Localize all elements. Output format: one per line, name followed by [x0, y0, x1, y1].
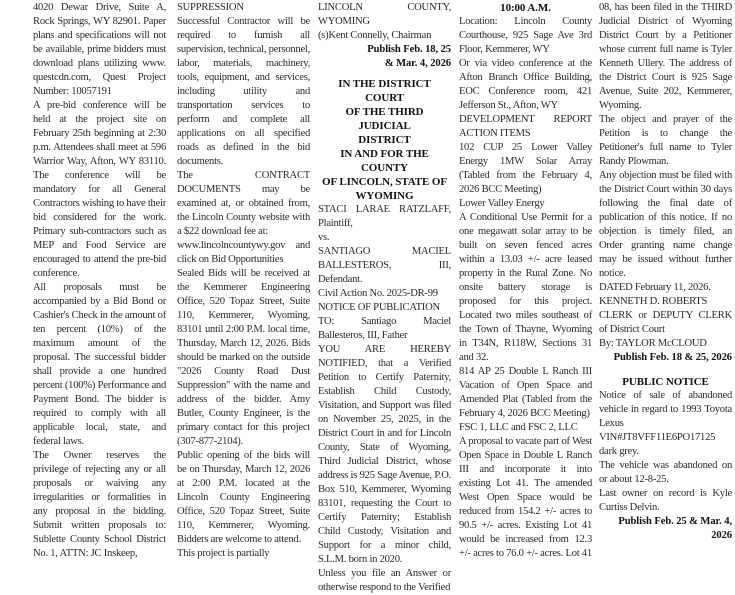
notice-paragraph: By: TAYLOR McCLOUD	[599, 338, 707, 349]
notice-paragraph: Public opening of the bids will be on Thursday, March 12, 2026 at 2:00 P.M. located at the Lincoln County Engineering Office, 520 Topaz Street, Suite 110, Kemmerer, Wyoming. Bidders are welcome to attend.	[177, 450, 310, 545]
column-3	[318, 1, 451, 595]
notice-paragraph: TO: Santiago Maciel Ballesteros, III, Father	[318, 316, 451, 341]
notice-paragraph: Civil Action No. 2025-DR-99	[318, 288, 438, 299]
notice-paragraph: SUPPRESSION	[177, 2, 244, 13]
notice-paragraph: vs.	[318, 232, 330, 243]
notice-paragraph: The object and prayer of the Petition is to change the Petitioner's full name to Tyler Randy Plowman.	[599, 114, 732, 167]
notice-paragraph: The CONTRACT DOCUMENTS may be examined at, or obtained from, the Lincoln County website with a $22 download fee at:	[177, 170, 310, 237]
notice-paragraph: This project is partially	[177, 548, 270, 559]
notice-paragraph: 08, has been filed in the THIRD Judicial District of Wyoming District Court by a Petitioner whose current full name is Tyler Kenneth Ullery. The address of the District Court is 925 Sage Avenue, Suite 202, Kemmerer, Wyoming.	[599, 2, 732, 111]
notice-paragraph: The Owner reserves the privilege of rejecting any or all proposals or waiving any irregularities or formalities in any proposal in the bidding. Submit written proposals to: Sublette County School District No. 1, ATTN: JC Inskeep,	[33, 450, 166, 559]
notice-paragraph: 4020 Dewar Drive, Suite A, Rock Springs, WY 82901. Paper plans and specifications will not be available, prime bidders must download plans utilizing www. questcdn.com, Quest Project Number: 10057191	[33, 2, 166, 97]
notice-paragraph: A Conditional Use Permit for a one megawatt solar array to be built on seven fenced acres within a 13.03 +/- acre leased property in the Rural Zone. No onsite battery storage is proposed for this project. Located two miles southeast of the Town of Thayne, Wyoming in T34N, R118W, Sections 31 and 32.	[459, 212, 592, 363]
notice-paragraph: 102 CUP 25 Lower Valley Energy 1MW Solar Array (Tabled from the February 4, 2026 BCC Meeting)	[459, 142, 592, 195]
notice-heading: PUBLIC NOTICE	[622, 376, 709, 388]
notice-paragraph: (s)Kent Connelly, Chairman	[318, 30, 432, 41]
notice-paragraph: A proposal to vacate part of West Open Space in Double L Ranch III and incorporate it into existing Lot 41. The amended West Open Space would be reduced from 154.2 +/- acres to 90.5 +/- acres. Existing Lot 41 would be increased from 12.3 +/- acres to 76.0 +/- acres. Lot 41	[459, 436, 592, 559]
notice-paragraph: SANTIAGO MACIEL BALLESTEROS, III, Defendant.	[318, 246, 451, 285]
notice-paragraph: Lower Valley Energy	[459, 198, 545, 209]
notice-heading: 10:00 A.M.	[500, 2, 551, 14]
column-5	[599, 1, 732, 543]
notice-paragraph: Successful Contractor will be required to furnish all supervision, technical, personnel, labor, materials, machinery, tools, equipment, and services, including utility and transportation services to perform and complete all applications on all specified roads as defined in the bid documents.	[177, 16, 311, 167]
column-2	[177, 1, 310, 561]
notice-paragraph: Any objection must be filed with the District Court within 30 days following the final date of publication of this notice. If no objection is timely filed, an Order granting name change may be issued without further notice.	[599, 170, 732, 279]
publish-dates: Publish Feb. 25 & Mar. 4, 2026	[618, 516, 732, 541]
notice-paragraph: Unless you file an Answer or otherwise respond to the Verified	[318, 568, 451, 593]
notice-paragraph: Last owner on record is Kyle Curtiss Delvin.	[599, 488, 732, 513]
notice-paragraph: FSC 1, LLC and FSC 2, LLC	[459, 422, 578, 433]
notice-paragraph: Or via video conference at the Afton Branch Office Building, EOC Conference room, 421 Jefferson St., Afton, WY	[459, 58, 592, 111]
notice-paragraph: LINCOLN COUNTY, WYOMING	[318, 2, 451, 27]
publish-dates: Publish Feb. 18, 25 & Mar. 4, 2026	[367, 44, 451, 69]
notice-heading: IN THE DISTRICT COURT OF THE THIRD JUDICIAL DISTRICT IN AND FOR THE COUNTY OF LINCOLN, STATE OF WYOMING	[322, 78, 447, 202]
notice-paragraph: CLERK or DEPUTY CLERK of District Court	[599, 310, 732, 335]
notice-paragraph: A pre-bid conference will be held at the project site on February 25th beginning at 2:30 p.m. Attendees shall meet at 596 Warrior Way, Afton, WY 83110. The conference will be mandatory for all General Contractors wishing to have their bid considered for the work. Primary sub-contractors such as MEP and Food Service are encouraged to attend the pre-bid conference.	[33, 100, 166, 279]
notice-paragraph: 814 AP 25 Double L Ranch III Vacation of Open Space and Amended Plat (Tabled from the February 4, 2026 BCC Meeting)	[459, 366, 592, 419]
notice-paragraph: Location: Lincoln County Courthouse, 925 Sage Ave 3rd Floor, Kemmerer, WY	[459, 16, 592, 55]
column-1	[33, 1, 166, 561]
notice-paragraph: The vehicle was abandoned on or about 12-8-25.	[599, 460, 732, 485]
publish-dates: Publish Feb. 18 & 25, 2026	[613, 352, 732, 363]
notice-paragraph: KENNETH D. ROBERTS	[599, 296, 708, 307]
notice-paragraph: DEVELOPMENT REPORT ACTION ITEMS	[459, 114, 592, 139]
column-4	[459, 1, 592, 561]
notice-paragraph: NOTICE OF PUBLICATION	[318, 302, 440, 313]
notice-paragraph: Sealed Bids will be received at the Kemmerer Engineering Office, 520 Topaz Street, Suite 110, Kemmerer, Wyoming, 83101 until 2:00 P.M. local time, Thursday, March 12, 2026. Bids should be marked on the outside "2026 County Road Dust Suppression" with the name and address of the bidder. Amy Butler, County Engineer, is the primary contact for this project (307-877-2104).	[177, 268, 310, 447]
notice-paragraph: All proposals must be accompanied by a Bid Bond or Cashier's Check in the amount of ten percent (10%) of the maximum amount of the proposal. The successful bidder shall provide a one hundred percent (100%) Performance and Payment Bond. The bidder is required to comply with all applicable local, state, and federal laws.	[33, 282, 166, 447]
notice-paragraph: YOU ARE HEREBY NOTIFIED, that a Verified Petition to Certify Paternity, Establish Child Custody, Visitation, and Support was filed on November 25, 2025, in the District Court in and for Lincoln County, State of Wyoming, Third Judicial District, whose address is 925 Sage Avenue, P.O. Box 510, Kemmerer, Wyoming 83101, requesting the Court to Certify Paternity; Establish Child Custody, Visitation and Support for a minor child, S.L.M. born in 2020.	[318, 344, 451, 565]
notice-paragraph: STACI LARAE RATZLAFF, Plaintiff,	[318, 204, 451, 229]
notice-paragraph: DATED February 11, 2026.	[599, 282, 711, 293]
notice-paragraph: www.lincolncountywy.gov and click on Bid Opportunities	[177, 240, 310, 265]
notice-paragraph: Notice of sale of abandoned vehicle in regard to 1993 Toyota Lexus VIN#JT8VFF11E6PO17125 dark grey.	[599, 390, 732, 457]
